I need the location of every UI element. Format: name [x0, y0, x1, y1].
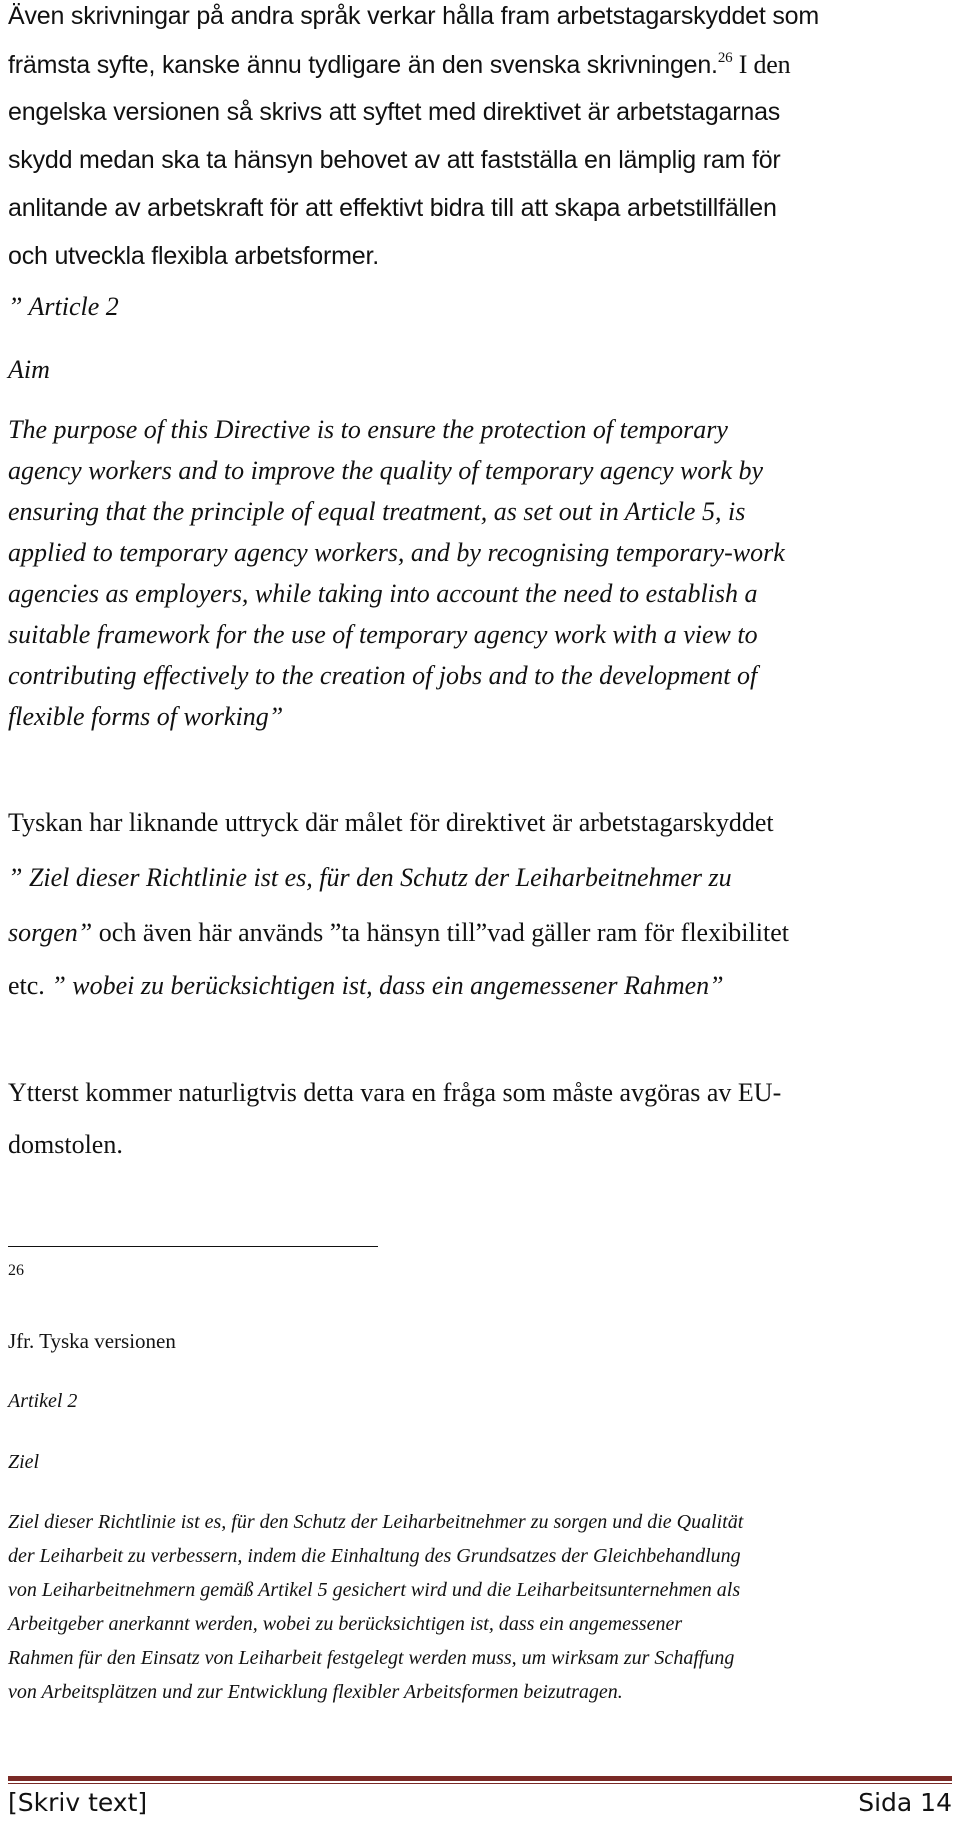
quote-line: suitable framework for the use of temporary agency work with a view to — [8, 620, 758, 649]
quote-line: flexible forms of working” — [8, 702, 284, 731]
footnote-line: von Leiharbeitnehmern gemäß Artikel 5 gesichert wird und die Leiharbeitsunternehmen als — [8, 1579, 741, 1601]
quote-line: The purpose of this Directive is to ensure the protection of temporary — [8, 415, 728, 444]
paragraph-line: anlitande av arbetskraft för att effektivt bidra till att skapa arbetstillfällen — [8, 194, 777, 222]
footer-placeholder-text[interactable]: [Skriv text] — [8, 1788, 148, 1817]
footnote-line: Rahmen für den Einsatz von Leiharbeit festgelegt werden muss, um wirksam zur Schaffung — [8, 1647, 735, 1669]
paragraph-text: I den — [732, 50, 791, 79]
paragraph-line: engelska versionen så skrivs att syftet med direktivet är arbetstagarnas — [8, 98, 781, 126]
paragraph-text: och även här används ”ta hänsyn till”vad gäller ram för flexibilitet — [92, 918, 789, 947]
german-quote: ” wobei zu berücksichtigen ist, dass ein angemessener Rahmen” — [51, 971, 724, 1000]
footnote-number: 26 — [8, 1262, 24, 1279]
paragraph-line — [8, 50, 790, 80]
quote-line: ensuring that the principle of equal treatment, as set out in Article 5, is — [8, 497, 746, 526]
footnote-line: der Leiharbeit zu verbessern, indem die Einhaltung des Grundsatzes der Gleichbehandlung — [8, 1545, 741, 1567]
footnote-heading: Artikel 2 — [8, 1390, 78, 1412]
quote-heading: ” Article 2 — [8, 292, 119, 321]
paragraph-line: Ytterst kommer naturligtvis detta vara en fråga som måste avgöras av EU- — [8, 1078, 782, 1107]
paragraph-text: etc. — [8, 971, 52, 1000]
quote-subheading: Aim — [8, 355, 50, 384]
footnote-source: Jfr. Tyska versionen — [8, 1329, 176, 1353]
paragraph-text: främsta syfte, kanske ännu tydligare än den svenska skrivningen. — [8, 51, 718, 79]
german-quote: ” Ziel dieser Richtlinie ist es, für den Schutz der Leiharbeitnehmer zu — [8, 863, 732, 892]
paragraph-line: Tyskan har liknande uttryck där målet för direktivet är arbetstagarskyddet — [8, 808, 774, 837]
footnote-line: von Arbeitsplätzen und zur Entwicklung flexibler Arbeitsformen beizutragen. — [8, 1681, 623, 1703]
paragraph-line — [8, 863, 732, 893]
footnote-line: Arbeitgeber anerkannt werden, wobei zu berücksichtigen ist, dass ein angemessener — [8, 1613, 683, 1635]
footnote-line: Ziel dieser Richtlinie ist es, für den Schutz der Leiharbeitnehmer zu sorgen und die Qualität — [8, 1511, 744, 1533]
paragraph-line — [8, 918, 789, 948]
paragraph-line: skydd medan ska ta hänsyn behovet av att fastställa en lämplig ram för — [8, 146, 781, 174]
paragraph-line — [8, 971, 724, 1001]
footnote-reference[interactable]: 26 — [717, 50, 733, 66]
paragraph-line: och utveckla flexibla arbetsformer. — [8, 242, 379, 270]
footnote-subheading: Ziel — [8, 1451, 40, 1473]
quote-line: contributing effectively to the creation of jobs and to the development of — [8, 661, 758, 690]
quote-line: agencies as employers, while taking into account the need to establish a — [8, 579, 758, 608]
paragraph-line: Även skrivningar på andra språk verkar hålla fram arbetstagarskyddet som — [8, 2, 819, 30]
paragraph-line: domstolen. — [8, 1130, 123, 1159]
footer-rule — [8, 1783, 952, 1784]
page-number: Sida 14 — [858, 1788, 952, 1817]
german-quote: sorgen” — [8, 918, 93, 947]
quote-line: agency workers and to improve the quality of temporary agency work by — [8, 456, 764, 485]
footnote-separator — [8, 1246, 378, 1247]
footer-rule — [8, 1776, 952, 1781]
quote-line: applied to temporary agency workers, and by recognising temporary-work — [8, 538, 785, 567]
